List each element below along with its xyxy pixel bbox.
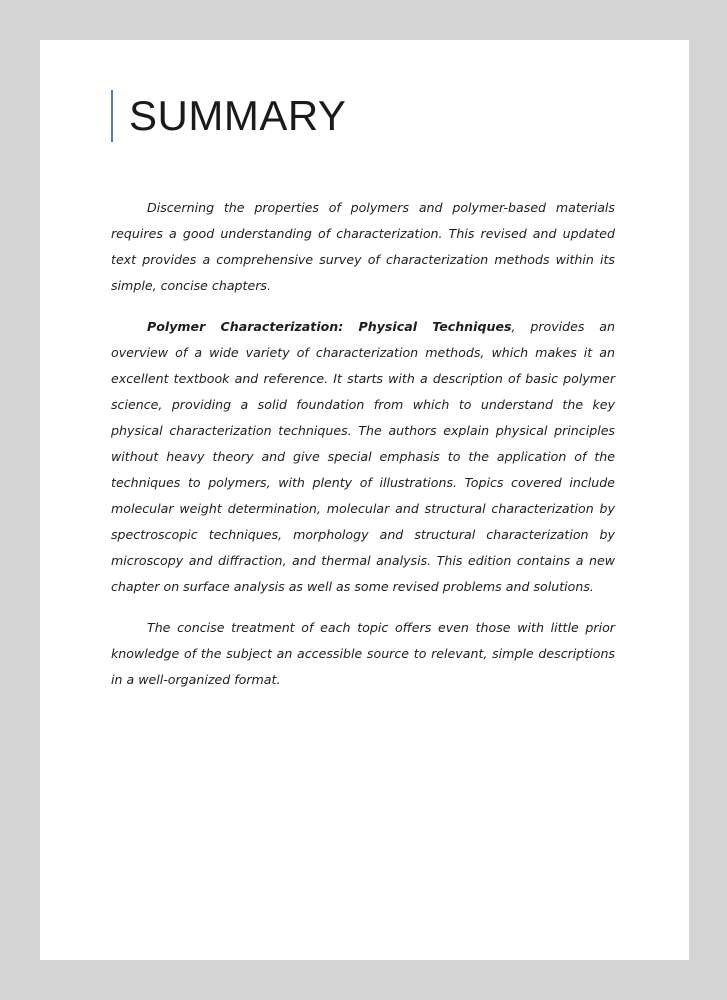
- document-page: [40, 40, 689, 960]
- paragraph-1: Discerning the properties of polymers and polymer-based materials requires a good understanding of characterization. This revised and updated text provides a comprehensive survey of characterization methods within its simple, concise chapters.: [111, 200, 615, 293]
- paragraph-3: The concise treatment of each topic offers even those with little prior knowledge of the subject an accessible source to relevant, simple descriptions in a well-organized format.: [111, 620, 615, 687]
- book-title: Polymer Characterization: Physical Techniques: [147, 319, 512, 334]
- summary-body: [111, 195, 615, 708]
- heading-accent-bar: [111, 90, 346, 142]
- paragraph-2: [111, 314, 615, 600]
- page-title: SUMMARY: [129, 92, 347, 139]
- paragraph-2-text: , provides an overview of a wide variety of characterization methods, which makes it an excellent textbook and reference. It starts with a description of basic polymer science, providing a solid foundation from which to understand the key physical characterization techniques. The authors explain physical principles without heavy theory and give special emphasis to the application of the techniques to polymers, with plenty of illustrations. Topics covered include molecular weight determination, molecular and structural characterization by spectroscopic techniques, morphology and structural characterization by microscopy and diffraction, and thermal analysis. This edition contains a new chapter on surface analysis as well as some revised problems and solutions.: [111, 319, 616, 594]
